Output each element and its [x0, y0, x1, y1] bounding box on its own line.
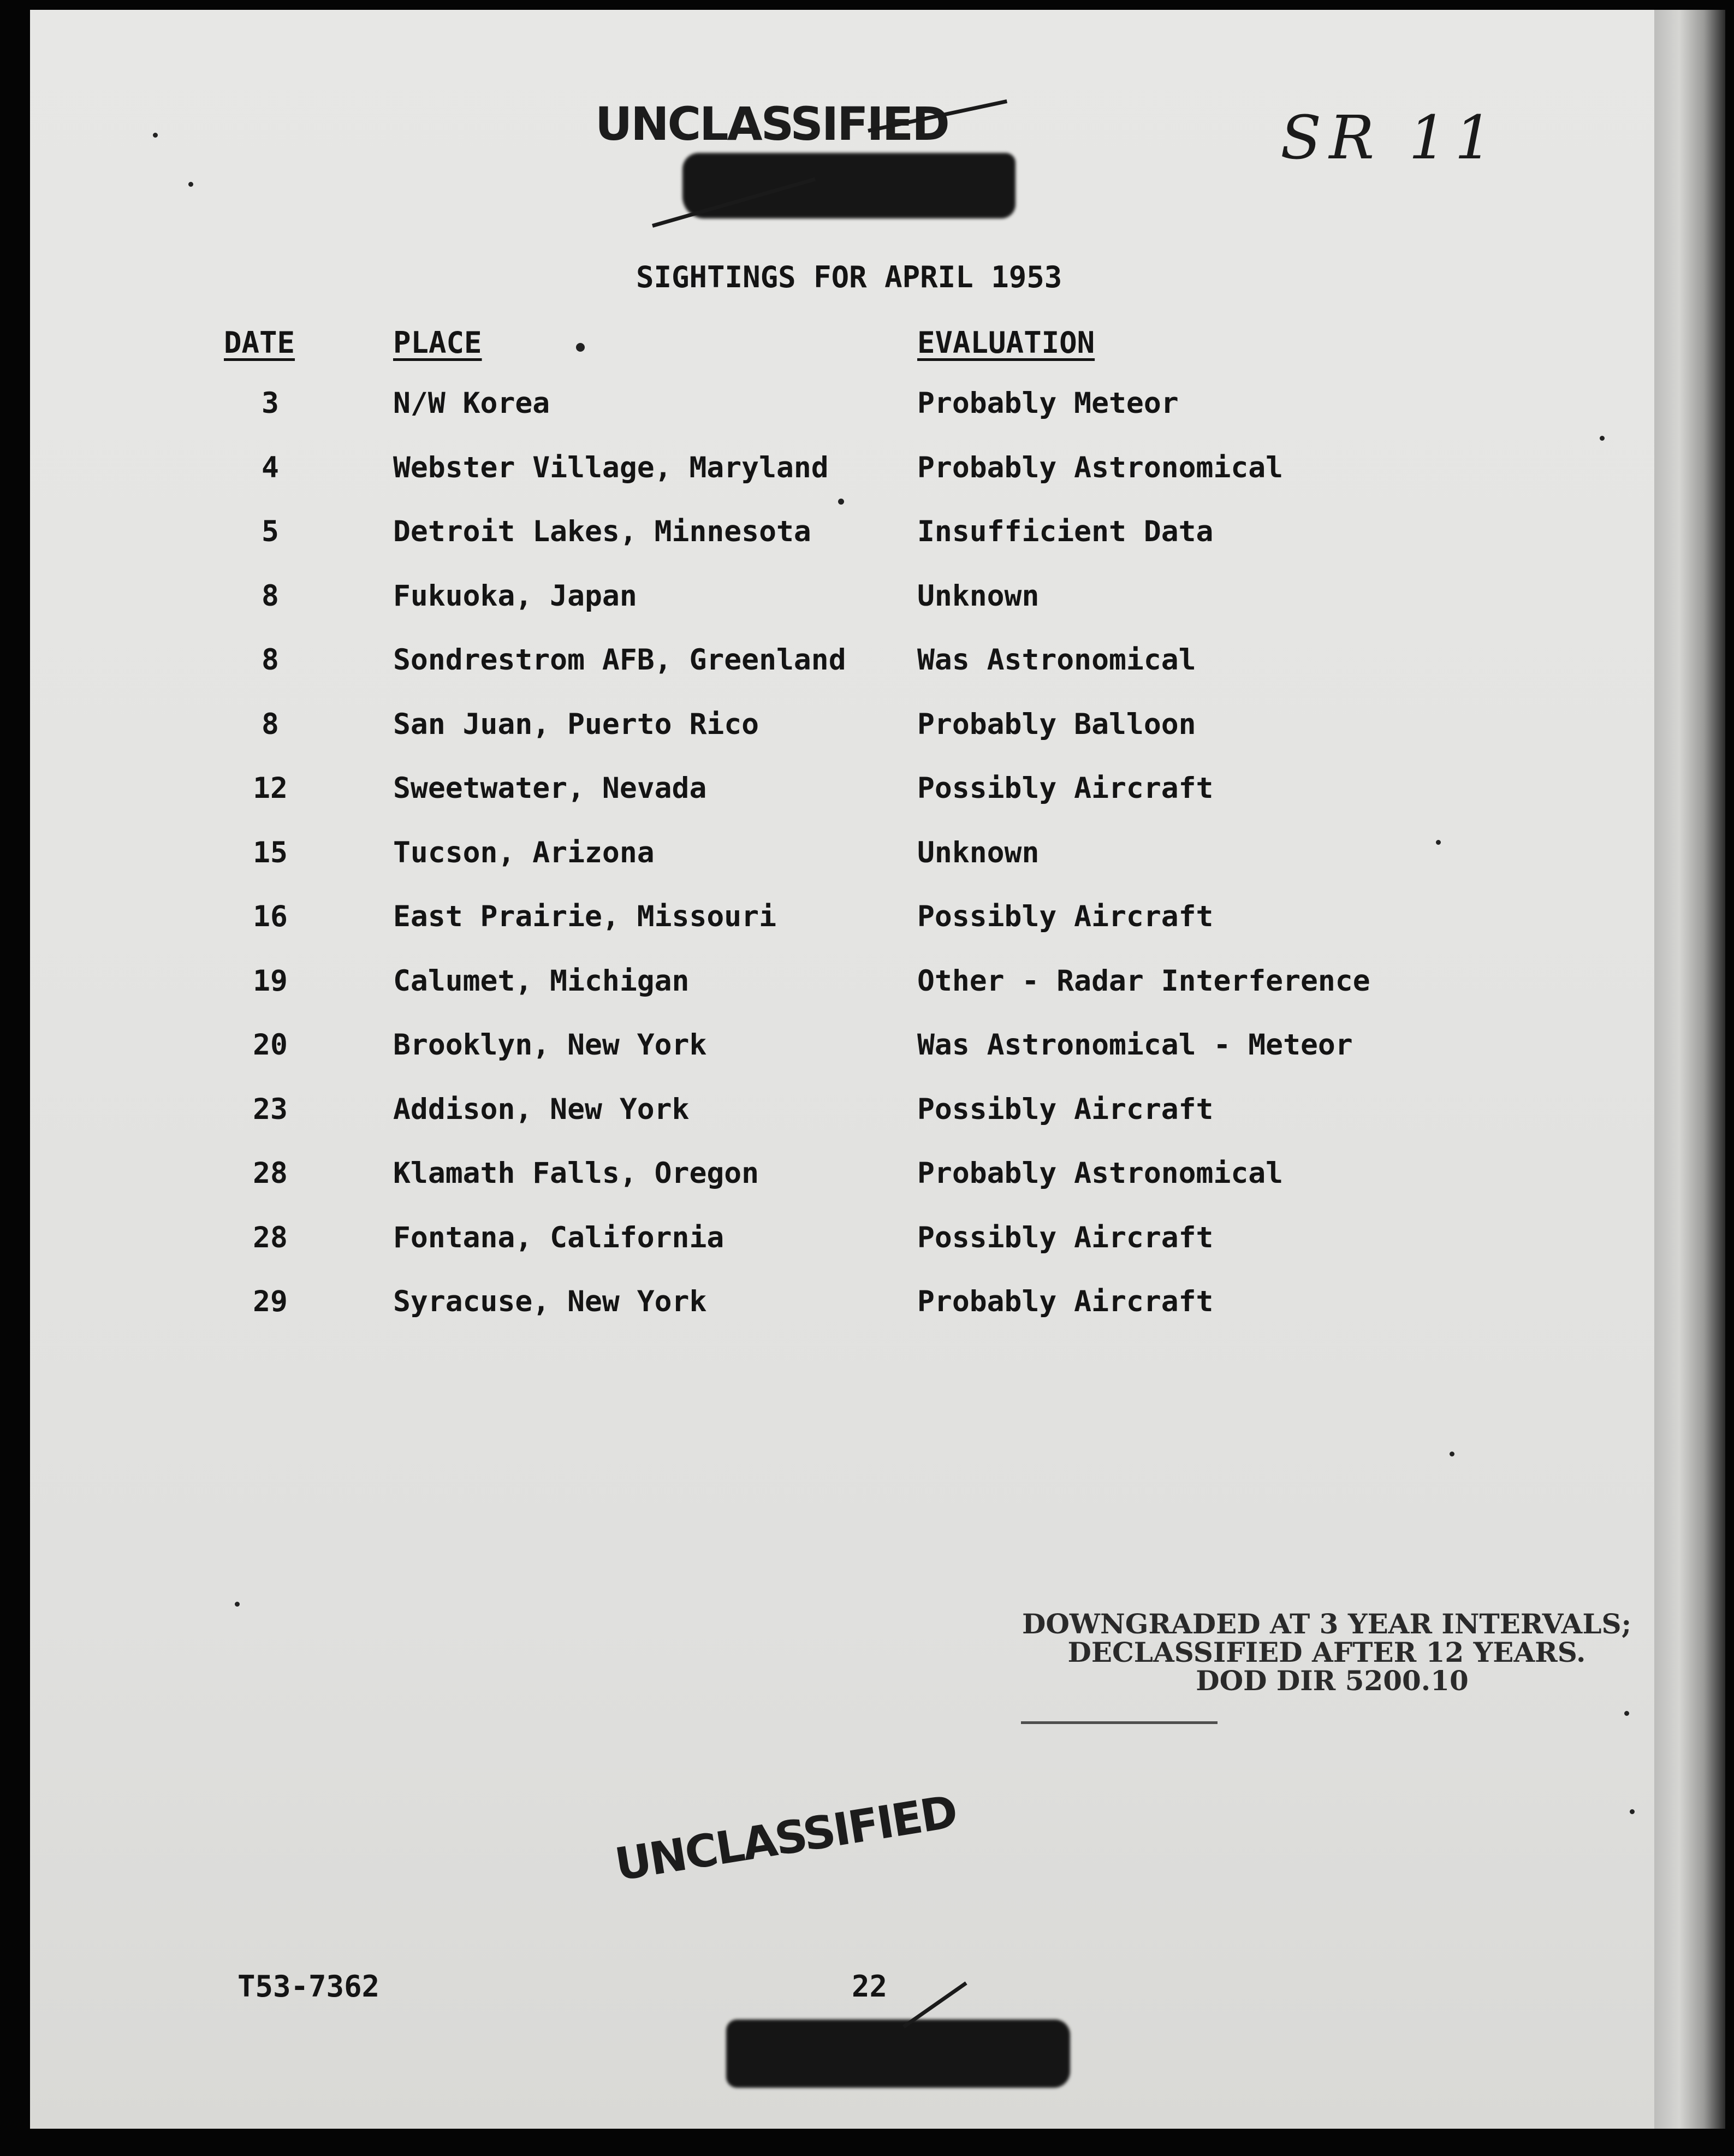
- row-evaluation: Probably Astronomical: [917, 1157, 1284, 1190]
- document-title: SIGHTINGS FOR APRIL 1953: [636, 260, 1062, 294]
- row-evaluation: Was Astronomical - Meteor: [917, 1028, 1353, 1062]
- page-number: 22: [852, 1969, 888, 2004]
- row-date: 19: [253, 964, 288, 998]
- row-place: Detroit Lakes, Minnesota: [393, 515, 811, 548]
- table-row: [30, 772, 1687, 815]
- row-evaluation: Probably Astronomical: [917, 451, 1284, 484]
- column-header-date: DATE: [224, 325, 295, 360]
- row-place: Sweetwater, Nevada: [393, 772, 707, 805]
- row-date: 12: [253, 772, 288, 805]
- speck: [235, 1602, 240, 1607]
- row-evaluation: Unknown: [917, 836, 1040, 869]
- document-number: T53-7362: [237, 1969, 380, 2004]
- table-row: [30, 1028, 1687, 1072]
- redaction-block-top: [682, 153, 1016, 218]
- speck: [1450, 1452, 1454, 1456]
- speck: [1436, 840, 1441, 845]
- column-header-place: PLACE: [393, 325, 482, 360]
- row-evaluation: Probably Aircraft: [917, 1285, 1214, 1318]
- row-evaluation: Possibly Aircraft: [917, 1221, 1214, 1254]
- row-place: Klamath Falls, Oregon: [393, 1157, 759, 1190]
- speck: [576, 343, 585, 352]
- page-edge-shadow: [1654, 10, 1725, 2129]
- document-page: [30, 10, 1687, 2129]
- table-row: [30, 387, 1687, 430]
- row-date: 15: [253, 836, 288, 869]
- speck: [1624, 1711, 1629, 1716]
- row-place: Fukuoka, Japan: [393, 579, 637, 613]
- downgrade-line-1: DOWNGRADED AT 3 YEAR INTERVALS;: [1022, 1608, 1632, 1640]
- row-place: Webster Village, Maryland: [393, 451, 829, 484]
- row-date: 28: [253, 1221, 288, 1254]
- row-evaluation: Probably Balloon: [917, 707, 1196, 741]
- downgrade-underline: [1021, 1721, 1218, 1724]
- row-date: 23: [253, 1092, 288, 1126]
- row-date: 8: [262, 643, 279, 677]
- row-place: Sondrestrom AFB, Greenland: [393, 643, 846, 677]
- table-row: [30, 1157, 1687, 1200]
- row-date: 20: [253, 1028, 288, 1062]
- speck: [188, 182, 193, 187]
- row-evaluation: Possibly Aircraft: [917, 772, 1214, 805]
- downgrade-line-3: DOD DIR 5200.10: [1196, 1665, 1469, 1697]
- column-header-evaluation: EVALUATION: [917, 325, 1095, 360]
- row-date: 16: [253, 900, 288, 933]
- row-date: 29: [253, 1285, 288, 1318]
- speck: [153, 133, 158, 138]
- footer-stamp: UNCLASSIFIED: [611, 1786, 960, 1891]
- table-row: [30, 1221, 1687, 1265]
- table-row: [30, 1093, 1687, 1136]
- row-place: Addison, New York: [393, 1092, 690, 1126]
- row-evaluation: Insufficient Data: [917, 515, 1214, 548]
- table-row: [30, 643, 1687, 687]
- table-row: [30, 515, 1687, 559]
- row-evaluation: Unknown: [917, 579, 1040, 613]
- handwritten-note: SR 11: [1280, 103, 1501, 173]
- header-stamp: UNCLASSIFIED: [595, 97, 948, 151]
- row-evaluation: Possibly Aircraft: [917, 1092, 1214, 1126]
- row-date: 3: [262, 387, 279, 420]
- row-evaluation: Was Astronomical: [917, 643, 1196, 677]
- row-date: 5: [262, 515, 279, 548]
- row-date: 8: [262, 707, 279, 741]
- row-place: Fontana, California: [393, 1221, 725, 1254]
- speck: [1630, 1809, 1635, 1814]
- table-row: [30, 964, 1687, 1008]
- speck: [838, 499, 844, 505]
- redaction-block-bottom: [726, 2019, 1070, 2088]
- row-evaluation: Other - Radar Interference: [917, 964, 1370, 998]
- table-row: [30, 1285, 1687, 1329]
- row-place: Tucson, Arizona: [393, 836, 655, 869]
- table-row: [30, 579, 1687, 623]
- row-date: 8: [262, 579, 279, 613]
- row-evaluation: Probably Meteor: [917, 387, 1179, 420]
- table-row: [30, 900, 1687, 944]
- downgrade-notice: [1018, 1610, 1635, 1695]
- row-place: Calumet, Michigan: [393, 964, 690, 998]
- table-row: [30, 708, 1687, 751]
- row-place: N/W Korea: [393, 387, 550, 420]
- row-evaluation: Possibly Aircraft: [917, 900, 1214, 933]
- downgrade-line-2: DECLASSIFIED AFTER 12 YEARS.: [1067, 1636, 1586, 1668]
- row-place: Syracuse, New York: [393, 1285, 707, 1318]
- row-place: East Prairie, Missouri: [393, 900, 776, 933]
- row-place: San Juan, Puerto Rico: [393, 707, 759, 741]
- row-date: 4: [262, 451, 279, 484]
- row-date: 28: [253, 1157, 288, 1190]
- table-row: [30, 451, 1687, 495]
- speck: [1600, 436, 1605, 441]
- row-place: Brooklyn, New York: [393, 1028, 707, 1062]
